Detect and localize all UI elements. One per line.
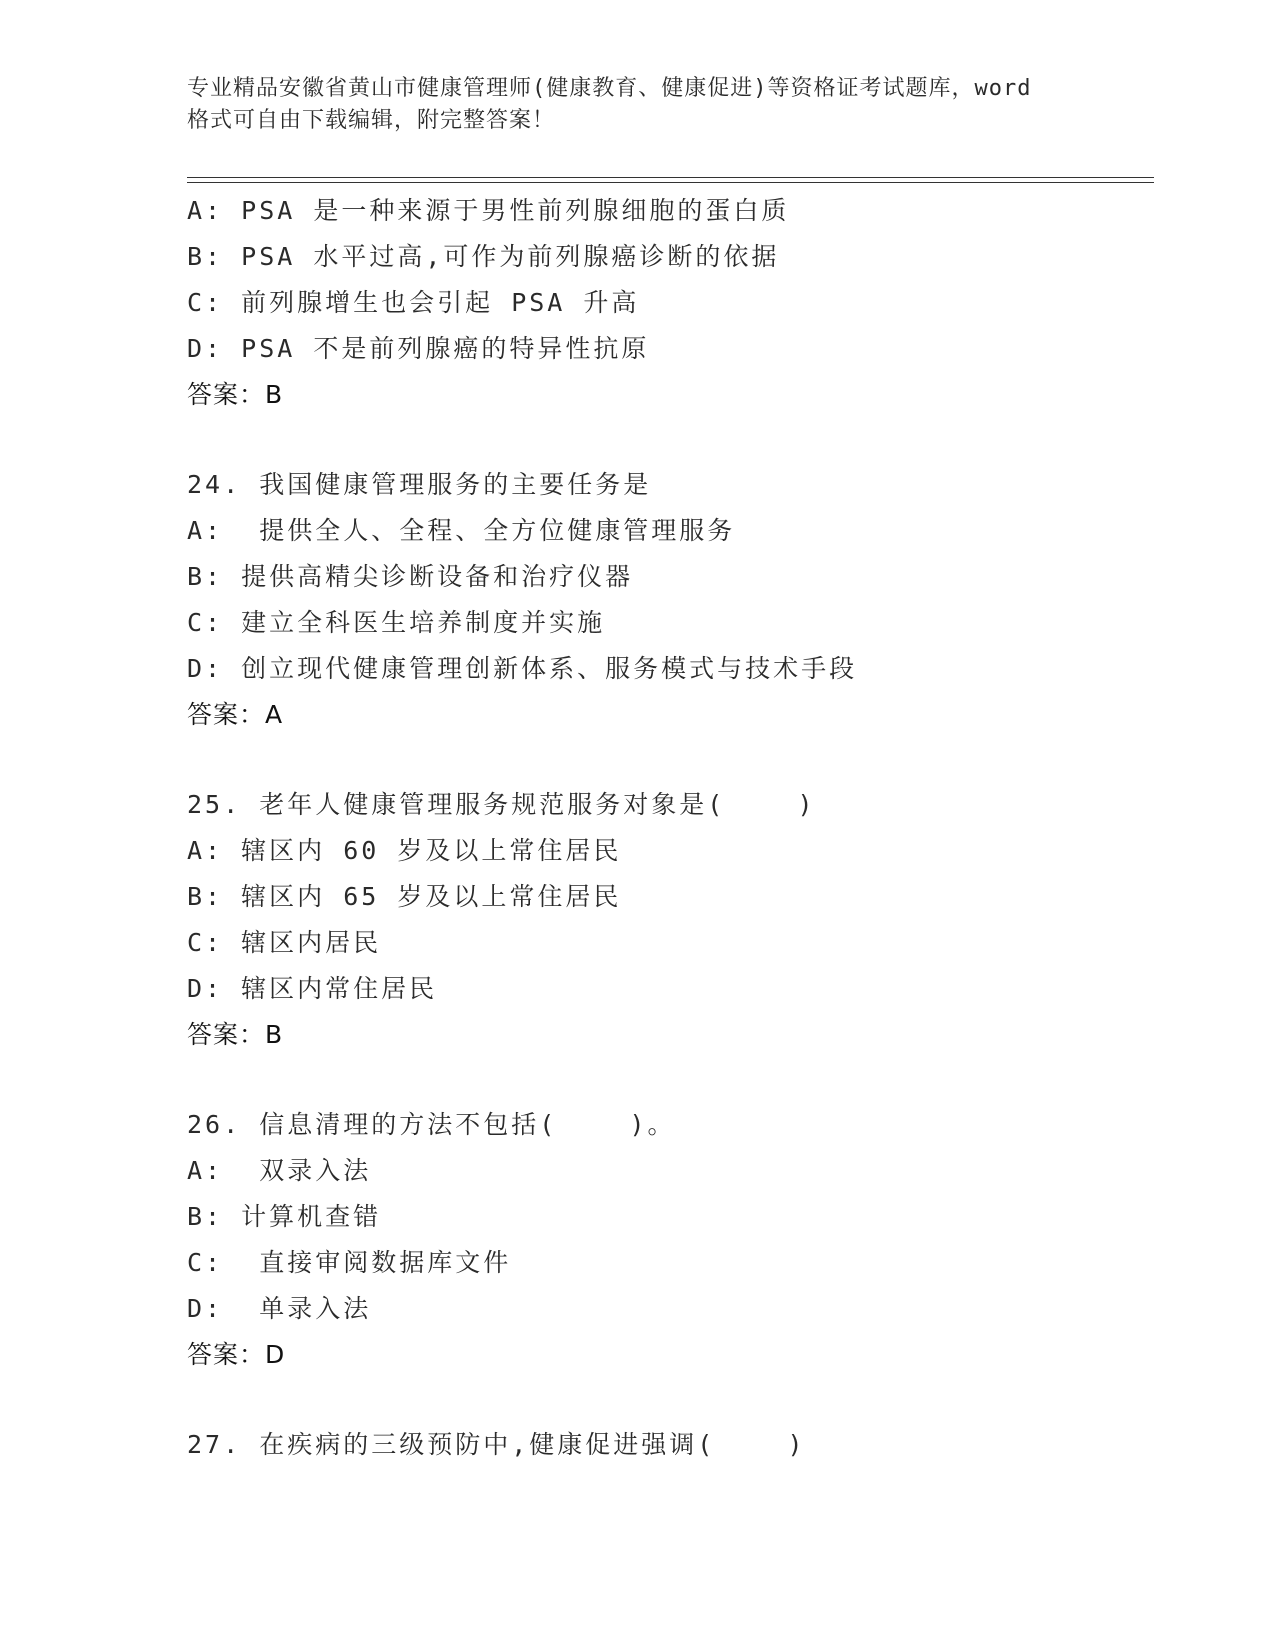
spacer [187,1058,1147,1102]
spacer [187,738,1147,782]
option-c: C: 建立全科医生培养制度并实施 [187,608,606,637]
option-b: B: 计算机查错 [187,1202,382,1231]
answer: 答案：B [187,380,284,409]
answer: 答案：B [187,1020,284,1049]
option-d: D: 创立现代健康管理创新体系、服务模式与技术手段 [187,654,858,683]
header-rule-top [187,177,1154,178]
option-a: A: PSA 是一种来源于男性前列腺细胞的蛋白质 [187,196,790,225]
option-d: D: 单录入法 [187,1294,372,1323]
option-c: C: 前列腺增生也会引起 PSA 升高 [187,288,640,317]
header-line-1: 专业精品安徽省黄山市健康管理师(健康教育、健康促进)等资格证考试题库，word [187,76,1032,101]
option-b: B: PSA 水平过高,可作为前列腺癌诊断的依据 [187,242,780,271]
question-25 [187,782,1147,1058]
header-rule-bottom [187,182,1154,183]
question-list [187,188,1147,1468]
option-b: B: 辖区内 65 岁及以上常住居民 [187,882,622,911]
option-d: D: PSA 不是前列腺癌的特异性抗原 [187,334,650,363]
spacer [187,1378,1147,1422]
question-stem: 27. 在疾病的三级预防中,健康促进强调( ) [187,1430,806,1459]
question-stem: 24. 我国健康管理服务的主要任务是 [187,470,652,499]
question-23 [187,188,1147,418]
spacer [187,418,1147,462]
option-c: C: 直接审阅数据库文件 [187,1248,512,1277]
option-d: D: 辖区内常住居民 [187,974,438,1003]
option-a: A: 辖区内 60 岁及以上常住居民 [187,836,622,865]
document-header [187,73,1087,137]
question-stem: 26. 信息清理的方法不包括( )。 [187,1110,676,1139]
option-c: C: 辖区内居民 [187,928,382,957]
option-b: B: 提供高精尖诊断设备和治疗仪器 [187,562,634,591]
question-26 [187,1102,1147,1378]
option-a: A: 提供全人、全程、全方位健康管理服务 [187,516,736,545]
header-line-2: 格式可自由下载编辑，附完整答案！ [187,108,556,133]
question-stem: 25. 老年人健康管理服务规范服务对象是( ) [187,790,816,819]
question-27 [187,1422,1147,1468]
option-a: A: 双录入法 [187,1156,372,1185]
answer: 答案：A [187,700,284,729]
question-24 [187,462,1147,738]
answer: 答案：D [187,1340,286,1369]
